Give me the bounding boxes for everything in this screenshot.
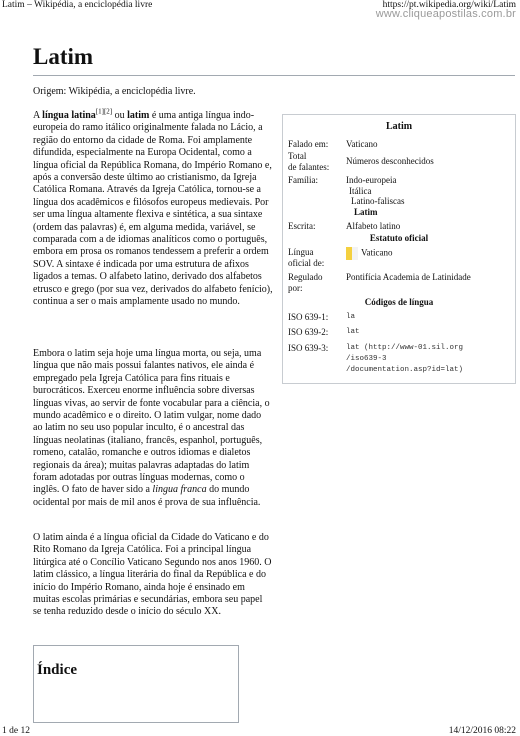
text: O latim ainda é a língua oficial da Cidade do Vaticano e do Rito Romano da Igreja Católica. Foi a principal língua litúrgica até o Concílio Vaticano Segundo nos anos 1960. O latim clássico, a língua literária do final da República e do início do Império Romano, ainda hoje é ensinado em muitas escolas primárias e secundárias, embora seu papel se tenha reduzido desde o início do século XX. [33,532,272,618]
bold-term: língua latina [42,110,96,121]
infobox-title: Latim [385,121,413,132]
paragraph-1 [33,107,273,309]
infobox-label-line: de falantes: [288,161,330,172]
origin-line: Origem: Wikipédia, a enciclopédia livre. [33,86,196,97]
infobox-label: Família: [288,175,318,185]
official-country-link[interactable]: Vaticano [361,247,393,258]
infobox-label[interactable]: ISO 639-1: [288,312,329,322]
infobox-label[interactable]: ISO 639-2: [288,327,329,337]
infobox-value [346,175,404,217]
infobox-value[interactable]: la [346,313,356,321]
infobox-value[interactable]: lat [346,328,360,336]
reference-links[interactable]: [1][2] [95,107,113,116]
page-title: Latim [33,44,94,69]
infobox-value[interactable] [346,343,463,376]
infobox-label-line: Língua [288,247,314,257]
iso3-line: /documentation.asp?id=lat) [346,366,464,374]
print-footer-date: 14/12/2016 08:22 [448,726,516,736]
infobox-label-line: Regulado [288,272,323,282]
text: ou [112,110,128,121]
infobox-label-line: oficial de: [288,257,325,268]
infobox-label[interactable]: ISO 639-3: [288,343,329,353]
infobox-label-line: por: [288,282,303,293]
paragraph-3 [33,532,273,619]
infobox-label: Escrita: [288,221,316,231]
infobox-label-line: Total [288,151,307,161]
family-level-4: Latim [354,206,378,217]
vatican-flag-icon[interactable] [346,247,358,260]
text: Embora o latim seja hoje uma língua morta, ou seja, uma língua que não mais possui falantes nativos, ele ainda é empregado pela Igreja Católica para fins rituais e burocráticos. Exerceu enorme influência sobre diversas línguas vivas, ao servir de fonte vocabular para a ciência, o mundo acadêmico e o direito. O latim vulgar, nome dado ao latim no seu uso popular inculto, é o ancestral das línguas neolatinas (italiano, francês, espanhol, português, romeno, catalão, romanche e outros idiomas e dialetos regionais da área); muitas palavras adaptadas do latim foram adotadas por outras línguas modernas, como o inglês. O fato de haver sido a [33,348,270,496]
infobox-value [346,247,393,260]
infobox-section-codes: Códigos de língua [364,297,434,307]
italic-term: lingua franca [152,484,207,496]
infobox-label: Falado em: [288,139,329,149]
table-of-contents [33,645,239,723]
infobox-label [288,272,343,293]
infobox [282,114,516,384]
infobox-value[interactable]: Alfabeto latino [346,221,401,231]
text: A [33,110,43,121]
family-level-2[interactable]: Itálica [349,185,372,196]
bold-term: latim [127,110,150,121]
infobox-label [288,247,343,268]
text: do mundo ocidental por mais de mil anos é prova de sua influência. [33,484,261,508]
text: é uma antiga língua indo-europeia do ramo itálico originalmente falada no Lácio, a região do entorno da cidade de Roma. Foi amplamente difundida, especialmente na Europa Ocidental, como a língua oficial da República Romana, do Império Romano e, após a conversão deste último ao cristianismo, da Igreja Católica Romana. Através da Igreja Católica, tornou-se a língua dos acadêmicos e filósofos europeus medievais. Por ser uma língua altamente flexiva e sintética, a sua sintaxe (ordem das palavras) é, em alguma medida, variável, se comparada com a de idiomas analíticos como o português, embora em prosa os romanos tendessem a preferir a ordem SOV. A sintaxe é indicada por uma estrutura de afixos ligados a temas. O alfabeto latino, derivado dos alfabetos etrusco e grego (por sua vez, derivados do alfabeto fenício), continua a ser o mais amplamente usado no mundo. [33,110,273,308]
infobox-value[interactable]: Vaticano [346,139,378,149]
infobox-section-official: Estatuto oficial [369,233,429,243]
iso3-line: /iso639-3 [346,355,387,363]
family-level-3[interactable]: Latino-faliscas [351,196,405,206]
paragraph-2 [33,348,273,509]
iso3-line: lat (http://www-01.sil.org [346,344,464,352]
print-header-url[interactable]: https://pt.wikipedia.org/wiki/Latim [382,0,516,10]
toc-title: Índice [37,662,78,678]
title-divider [33,75,515,76]
infobox-value: Números desconhecidos [346,156,434,166]
watermark: www.cliqueapostilas.com.br [375,8,516,20]
family-level-1[interactable]: Indo-europeia [346,175,397,185]
print-header-title: Latim – Wikipédia, a enciclopédia livre [2,0,153,10]
infobox-value[interactable]: Pontifícia Academia de Latinidade [346,272,471,282]
infobox-label [288,151,343,172]
print-footer-page: 1 de 12 [2,726,30,736]
